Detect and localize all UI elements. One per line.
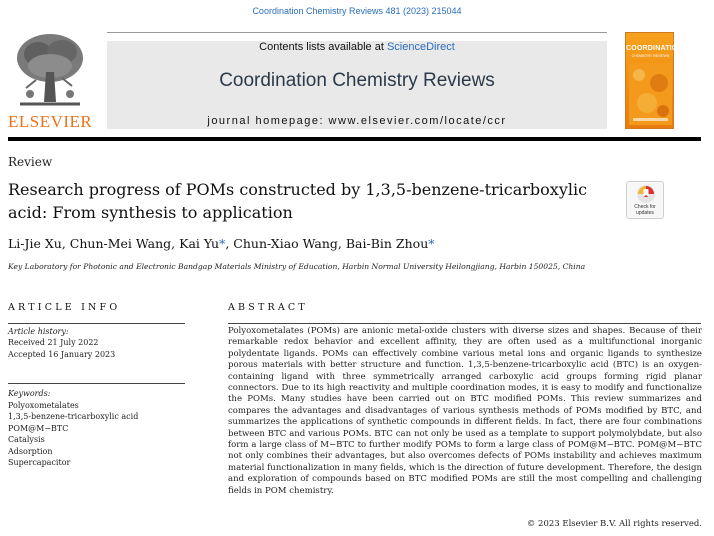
corresponding-author-marker-1[interactable]: *: [219, 236, 226, 251]
journal-citation-link[interactable]: Coordination Chemistry Reviews 481 (2023) 215044: [252, 6, 462, 16]
journal-title[interactable]: Coordination Chemistry Reviews: [219, 70, 495, 91]
authors-part2[interactable]: , Chun-Xiao Wang, Bai-Bin Zhou: [225, 236, 429, 251]
keywords-label: Keywords:: [8, 389, 51, 398]
elsevier-tree-icon: [12, 32, 88, 110]
keyword-item: Supercapacitor: [8, 458, 71, 468]
sciencedirect-link[interactable]: ScienceDirect: [386, 41, 455, 53]
cover-title-line1: COORDINATION: [626, 45, 683, 52]
keyword-item: 1,3,5-benzene-tricarboxylic acid: [8, 412, 139, 422]
accepted-date: Accepted 16 January 2023: [8, 350, 116, 359]
check-updates-line2: updates: [636, 210, 654, 216]
abstract-heading: ABSTRACT: [228, 302, 308, 313]
article-history-label: Article history:: [8, 327, 69, 336]
check-for-updates-button[interactable]: [626, 181, 664, 219]
keyword-list: [8, 400, 138, 468]
article-title: Research progress of POMs constructed by 1,3,5-benzene-tricarboxylic acid: From synthesis to application: [8, 180, 588, 222]
authors-part1[interactable]: Li-Jie Xu, Chun-Mei Wang, Kai Yu: [8, 236, 220, 251]
keyword-item: POM@M−BTC: [8, 423, 69, 433]
contents-prefix: Contents lists available at: [259, 41, 384, 53]
abstract-rule: [228, 323, 701, 324]
header-divider: [8, 137, 701, 141]
masthead-top-rule: [107, 32, 607, 33]
contents-line: [107, 41, 607, 53]
journal-cover-image[interactable]: [625, 32, 683, 129]
cover-title-line2: CHEMISTRY REVIEWS: [631, 54, 670, 58]
elsevier-wordmark: ELSEVIER: [8, 112, 93, 131]
journal-homepage-link[interactable]: journal homepage: www.elsevier.com/locate/ccr: [207, 115, 507, 127]
article-type: Review: [8, 155, 53, 169]
copyright-notice: © 2023 Elsevier B.V. All rights reserved.: [526, 519, 702, 529]
author-affiliation: Key Laboratory for Photonic and Electronic Bandgap Materials Ministry of Education, Harbin Normal University Heilongjiang, Harbin 150025, China: [8, 262, 586, 271]
corresponding-author-marker-2[interactable]: *: [428, 236, 435, 251]
keyword-item: Polyoxometalates: [8, 401, 79, 410]
elsevier-logo[interactable]: [8, 32, 93, 131]
cover-artwork-icon: [629, 63, 672, 125]
abstract-body: Polyoxometalates (POMs) are anionic metal-oxide clusters with diverse sizes and shapes. Because of their remarkable redox behavior and excellent affinity, they are often used as a multifunctional inorganic polydentate ligands. POMs can effectively combine various metal ions and organic ligands to synthesize porous materials with better structure and function. 1,3,5-benzene-tricarboxylic acid (BTC) is an oxygen-containing ligand with three symmetrically arranged carboxylic acid groups forming rigid planar connectors. Due to its high reactivity and multiple coordination modes, it is easy to modify and functionalize the POMs. Many studies have been carried out on BTC modified POMs. This review summarizes and compares the advantages and disadvantages of various synthesis methods of POMs modified by BTC, and summarizes the applications of synthetic compounds in different fields. In fact, there are four combinations between BTC and various POMs. BTC can not only be used as a template to support polymolybdate, but also form a large class of M−BTC to further modify POMs to form a large class of POM@M−BTC. POM@M−BTC not only combines their advantages, but also overcomes defects of POMs instability and achieves maximum material functionalization in many fields, which is the direction of future development. Therefore, the design and exploration of compounds based on BTC modified POMs are still the most compelling and challenging fields in POM chemistry.: [228, 326, 702, 496]
keyword-item: Catalysis: [8, 435, 45, 445]
keywords-rule: [8, 383, 185, 384]
check-for-updates-label: [627, 204, 663, 216]
article-info-heading: ARTICLE INFO: [8, 302, 121, 313]
received-date: Received 21 July 2022: [8, 338, 99, 347]
check-for-updates-icon: [635, 184, 657, 204]
author-list: [8, 236, 435, 251]
article-info-rule: [8, 323, 185, 324]
check-updates-line1: Check for: [634, 204, 656, 210]
keyword-item: Adsorption: [8, 446, 53, 456]
